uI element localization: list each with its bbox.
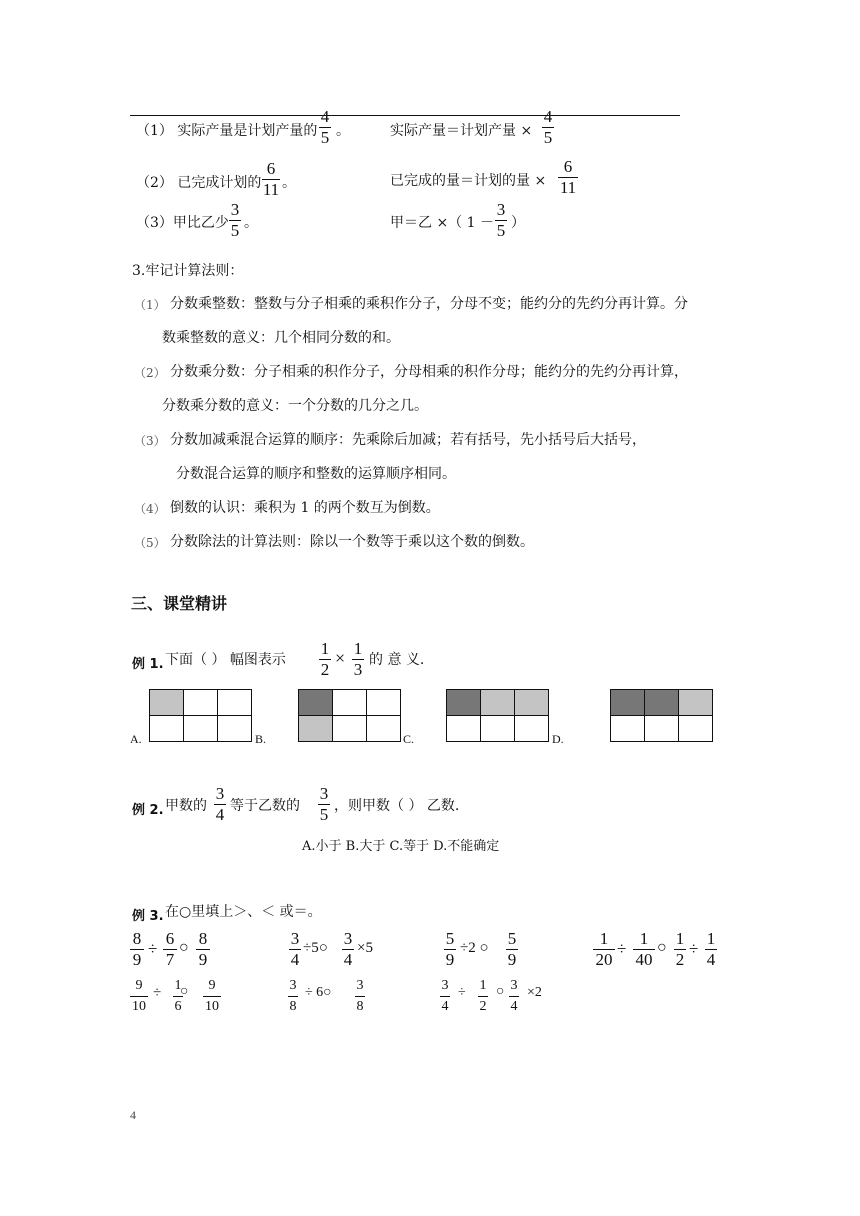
fraction: 6 11 [559,157,577,197]
option-c-figure[interactable] [446,689,549,742]
fraction: 3 5 [230,200,240,240]
fraction: 3 4 [215,784,225,824]
option-a-label: A. [130,732,142,746]
fraction: 4 5 [320,107,330,147]
fraction: 6 11 [262,159,280,199]
option-b-figure[interactable] [298,689,401,742]
rules-title: 3.牢记计算法则： [132,263,244,279]
compare-circle: ○ [657,939,667,956]
option-b-label: B. [255,732,267,746]
top-rule [130,115,680,116]
option-d-figure[interactable] [610,689,713,742]
option-d-label: D. [552,732,564,746]
compare-circle: ○ [179,939,189,956]
fraction: 4 5 [543,107,553,147]
fraction: 1 3 [353,639,363,679]
fraction: 3 5 [319,784,329,824]
page-number: 4 [130,1108,136,1122]
compare-circle: ○ [496,984,505,999]
fraction: 3 5 [496,200,506,240]
option-a-figure[interactable] [149,689,252,742]
example-2-choices: A.小于 B.大于 C.等于 D.不能确定 [302,839,500,854]
section-heading: 三、课堂精讲 [131,594,228,613]
fraction: 1 2 [320,639,330,679]
option-c-label: C. [403,732,415,746]
compare-circle: ○ [180,984,189,999]
